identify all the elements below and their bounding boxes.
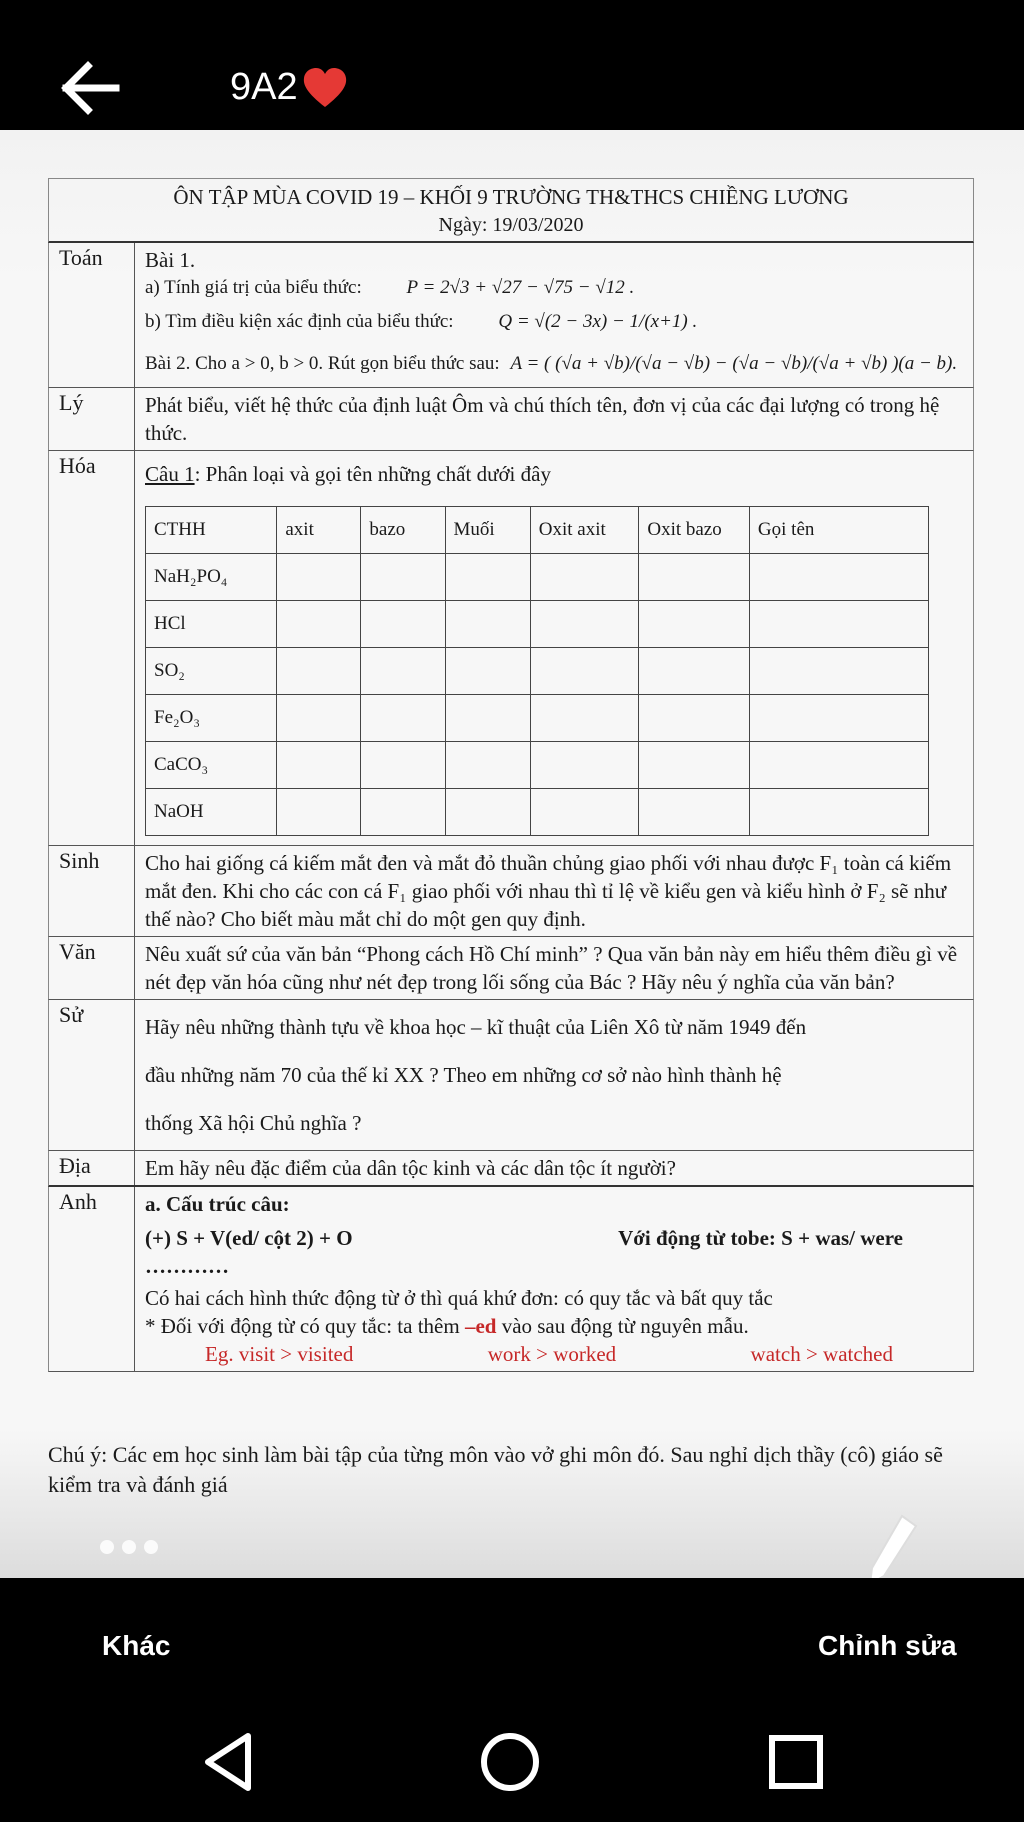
document-photo[interactable] xyxy=(0,130,1024,1578)
chemistry-empty-cell xyxy=(361,601,445,648)
chemistry-empty-cell xyxy=(530,742,639,789)
document-date: Ngày: 19/03/2020 xyxy=(438,214,584,236)
row-ly xyxy=(48,388,974,451)
chemistry-empty-cell xyxy=(530,601,639,648)
chemistry-formula: CaCO₃ xyxy=(146,742,277,789)
chemistry-empty-cell xyxy=(361,789,445,836)
chemistry-empty-cell xyxy=(445,648,530,695)
anh-line-2c: vào sau động từ nguyên mẫu. xyxy=(496,1314,749,1338)
chemistry-empty-cell xyxy=(530,789,639,836)
anh-line-2 xyxy=(145,1312,963,1340)
hoa-question-label: Câu 1 xyxy=(145,462,195,486)
subject-ly: Lý xyxy=(49,388,135,450)
chemistry-empty-cell xyxy=(749,554,928,601)
content-toan xyxy=(135,243,973,387)
chemistry-row xyxy=(146,648,929,695)
chemistry-empty-cell xyxy=(445,695,530,742)
chemistry-empty-cell xyxy=(277,648,361,695)
chemistry-empty-cell xyxy=(749,695,928,742)
heart-icon xyxy=(302,67,348,109)
row-su xyxy=(48,1000,974,1151)
chemistry-empty-cell xyxy=(445,554,530,601)
subject-dia: Địa xyxy=(49,1151,135,1185)
toan-a xyxy=(145,274,963,302)
anh-example-2: work > worked xyxy=(487,1342,617,1366)
chemistry-empty-cell xyxy=(361,695,445,742)
document-note: Chú ý: Các em học sinh làm bài tập của từng môn vào vở ghi môn đó. Sau nghỉ dịch thầy (cô) giáo sẽ kiểm tra và đánh giá xyxy=(48,1442,943,1497)
chemistry-empty-cell xyxy=(639,554,750,601)
chemistry-empty-cell xyxy=(530,695,639,742)
nav-home-icon[interactable] xyxy=(478,1730,542,1794)
other-button[interactable]: Khác xyxy=(102,1630,171,1661)
toan-bai2-expr: A = ( (√a + √b)/(√a − √b) − (√a − √b)/(√a + √b) )(a − b). xyxy=(510,353,958,374)
chemistry-empty-cell xyxy=(749,601,928,648)
chemistry-header-cell: Gọi tên xyxy=(749,507,928,554)
chemistry-empty-cell xyxy=(639,789,750,836)
chemistry-formula: HCl xyxy=(146,601,277,648)
chemistry-table xyxy=(145,506,929,836)
anh-heading: a. Cấu trúc câu: xyxy=(145,1192,290,1216)
chemistry-header-cell: bazo xyxy=(361,507,445,554)
chemistry-empty-cell xyxy=(639,695,750,742)
su-line-3: thống Xã hội Chủ nghĩa ? xyxy=(145,1111,362,1135)
su-line-2: đầu những năm 70 của thế kỉ XX ? Theo em những cơ sở nào hình thành hệ xyxy=(145,1063,782,1087)
chemistry-row xyxy=(146,742,929,789)
chemistry-formula: SO₂ xyxy=(146,648,277,695)
chemistry-empty-cell xyxy=(277,742,361,789)
anh-examples xyxy=(145,1340,963,1368)
content-anh xyxy=(135,1187,973,1371)
chemistry-empty-cell xyxy=(277,554,361,601)
chemistry-empty-cell xyxy=(361,648,445,695)
chemistry-empty-cell xyxy=(445,601,530,648)
anh-line-2a: * Đối với động từ có quy tắc: ta thêm xyxy=(145,1314,465,1338)
su-line-1: Hãy nêu những thành tựu về khoa học – kĩ thuật của Liên Xô từ năm 1949 đến xyxy=(145,1015,807,1039)
chemistry-formula: Fe₂O₃ xyxy=(146,695,277,742)
chemistry-empty-cell xyxy=(530,648,639,695)
document-title: ÔN TẬP MÙA COVID 19 – KHỐI 9 TRƯỜNG TH&THCS CHIỀNG LƯƠNG xyxy=(173,185,849,209)
chemistry-row xyxy=(146,601,929,648)
row-hoa xyxy=(48,451,974,846)
chemistry-empty-cell xyxy=(361,554,445,601)
subject-van: Văn xyxy=(49,937,135,999)
toan-b xyxy=(145,308,963,336)
content-su xyxy=(135,1000,973,1150)
document-header xyxy=(48,178,974,243)
chemistry-row xyxy=(146,554,929,601)
conversation-title xyxy=(230,66,348,109)
chemistry-empty-cell xyxy=(639,601,750,648)
chemistry-formula: NaOH xyxy=(146,789,277,836)
top-bar xyxy=(0,0,1024,130)
back-arrow-icon xyxy=(58,60,122,116)
subject-sinh: Sinh xyxy=(49,846,135,936)
hoa-question-text: : Phân loại và gọi tên những chất dưới đây xyxy=(194,462,551,486)
anh-example-1: Eg. visit > visited xyxy=(205,1342,354,1366)
more-dot xyxy=(122,1540,136,1554)
anh-structure: (+) S + V(ed/ cột 2) + O xyxy=(145,1226,353,1250)
chemistry-empty-cell xyxy=(749,742,928,789)
row-anh xyxy=(48,1187,974,1372)
chemistry-empty-cell xyxy=(277,695,361,742)
row-dia xyxy=(48,1151,974,1187)
chemistry-empty-cell xyxy=(445,742,530,789)
more-button[interactable] xyxy=(100,1540,158,1554)
anh-structure-row xyxy=(145,1224,963,1252)
back-button[interactable] xyxy=(58,60,122,116)
anh-tobe: Với động từ tobe: S + was/ were xyxy=(618,1226,903,1250)
chemistry-empty-cell xyxy=(749,789,928,836)
subject-su: Sử xyxy=(49,1000,135,1150)
toan-b-text: b) Tìm điều kiện xác định của biểu thức: xyxy=(145,311,454,332)
nav-back-icon[interactable] xyxy=(198,1730,258,1794)
row-van xyxy=(48,937,974,1000)
document-sheet xyxy=(48,178,974,1372)
chemistry-empty-cell xyxy=(749,648,928,695)
chemistry-header-cell: Oxit bazo xyxy=(639,507,750,554)
chemistry-header-cell: Muối xyxy=(445,507,530,554)
edit-button[interactable]: Chỉnh sửa xyxy=(818,1630,957,1661)
subject-toan: Toán xyxy=(49,243,135,387)
hoa-question xyxy=(145,460,963,488)
toan-b-expr: Q = √(2 − 3x) − 1/(x+1) . xyxy=(498,311,698,332)
toan-bai1: Bài 1. xyxy=(145,248,196,272)
chemistry-empty-cell xyxy=(639,648,750,695)
content-van: Nêu xuất sứ của văn bản “Phong cách Hồ Chí minh” ? Qua văn bản này em hiểu thêm điều gì về nét đẹp văn hóa cũng như nét đẹp trong lối sống của Bác ? Hãy nêu ý nghĩa của văn bản? xyxy=(145,942,958,994)
content-sinh: Cho hai giống cá kiếm mắt đen và mắt đỏ thuần chủng giao phối với nhau được F₁ toàn cá kiếm mắt đen. Khi cho các con cá F₁ giao phối với nhau thì tỉ lệ về kiểu gen và kiểu hình ở F₂ sẽ như thế nào? Cho biết màu mắt chỉ do một gen quy định. xyxy=(145,851,952,931)
anh-example-3: watch > watched xyxy=(750,1342,893,1366)
nav-recents-icon[interactable] xyxy=(766,1730,826,1794)
content-dia: Em hãy nêu đặc điểm của dân tộc kinh và các dân tộc ít người? xyxy=(145,1156,676,1180)
toan-a-text: a) Tính giá trị của biểu thức: xyxy=(145,277,362,298)
more-dot xyxy=(144,1540,158,1554)
more-dots-icon xyxy=(100,1540,114,1554)
chemistry-empty-cell xyxy=(530,554,639,601)
content-hoa xyxy=(135,451,973,845)
chemistry-header-cell: Oxit axit xyxy=(530,507,639,554)
anh-dots: ………… xyxy=(145,1254,229,1278)
chemistry-empty-cell xyxy=(361,742,445,789)
chemistry-empty-cell xyxy=(639,742,750,789)
row-toan xyxy=(48,243,974,388)
chemistry-empty-cell xyxy=(445,789,530,836)
title-text: 9A2 xyxy=(230,66,298,108)
content-ly: Phát biểu, viết hệ thức của định luật Ôm và chú thích tên, đơn vị của các đại lượng có trong hệ thức. xyxy=(145,393,940,445)
chemistry-row xyxy=(146,789,929,836)
toan-bai2-text: Bài 2. Cho a > 0, b > 0. Rút gọn biểu thức sau: xyxy=(145,353,500,374)
draw-button[interactable] xyxy=(862,1510,922,1578)
chemistry-header-row xyxy=(146,507,929,554)
chemistry-header-cell: CTHH xyxy=(146,507,277,554)
subject-hoa: Hóa xyxy=(49,451,135,845)
chemistry-row xyxy=(146,695,929,742)
toan-bai2 xyxy=(145,350,963,378)
toan-a-expr: P = 2√3 + √27 − √75 − √12 . xyxy=(406,277,635,298)
chemistry-empty-cell xyxy=(277,601,361,648)
row-sinh xyxy=(48,846,974,937)
anh-line-2b: –ed xyxy=(464,1314,497,1338)
chemistry-header-cell: axit xyxy=(277,507,361,554)
subject-anh: Anh xyxy=(49,1187,135,1371)
chemistry-formula: NaH₂PO₄ xyxy=(146,554,277,601)
anh-line-1: Có hai cách hình thức động từ ở thì quá khứ đơn: có quy tắc và bất quy tắc xyxy=(145,1286,773,1310)
pen-icon xyxy=(862,1510,922,1578)
chemistry-empty-cell xyxy=(277,789,361,836)
